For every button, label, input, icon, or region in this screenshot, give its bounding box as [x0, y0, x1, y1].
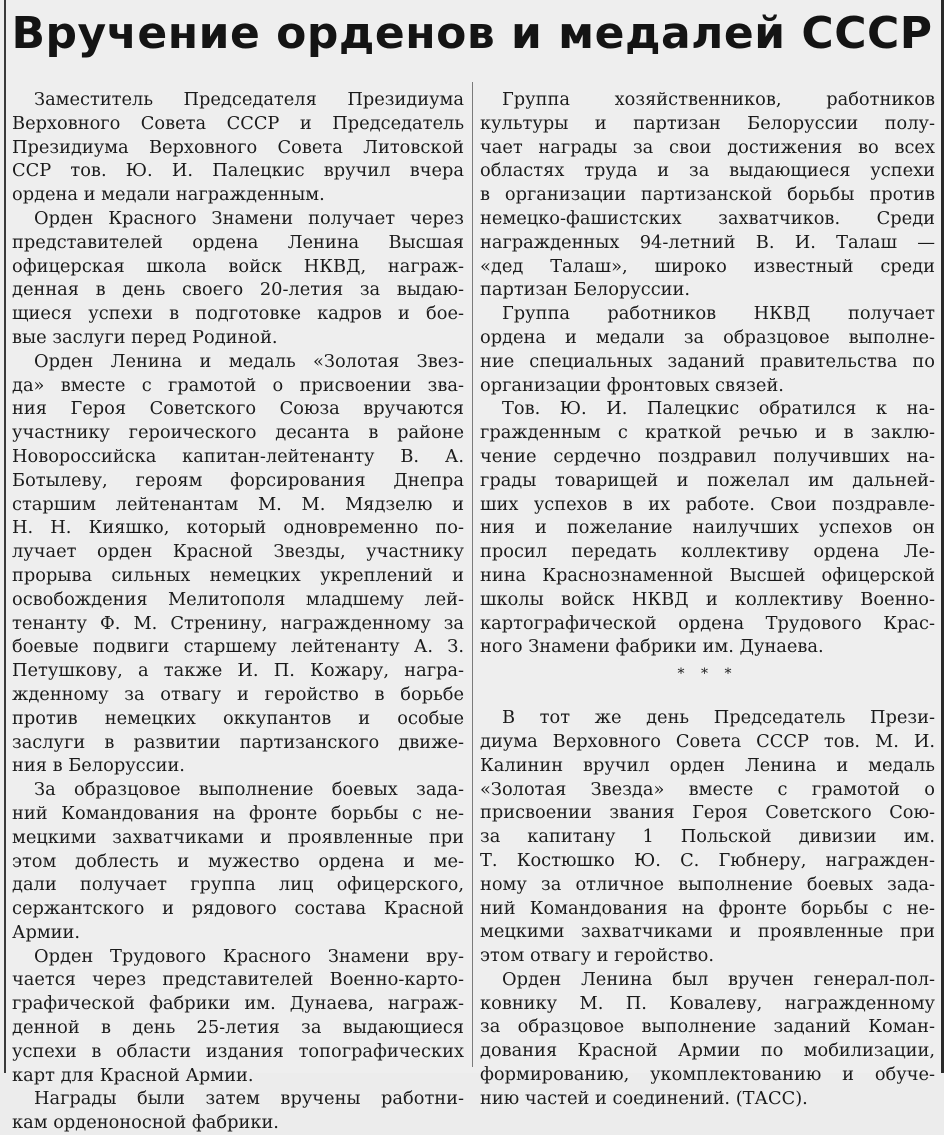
text-line: «Золотая Звезда» вместе с грамотой о [480, 778, 935, 800]
text-line: ний Командования на фронте борьбы с не- [12, 802, 464, 824]
text-line: «дед Талаш», широко известный среди [480, 255, 935, 277]
text-line: диума Верховного Совета СССР тов. М. И. [480, 730, 935, 752]
text-line: нию частей и соединений. (ТАСС). [480, 1087, 808, 1109]
text-line: чает награды за свои достижения во всех [480, 136, 935, 158]
text-line: за образцовое выполнение заданий Коман- [480, 1016, 935, 1038]
text-line: прорыва сильных немецких укреплений и [12, 564, 464, 586]
text-line: ному за отличное выполнение боевых зада- [480, 873, 935, 895]
text-line: ния и пожелание наилучших успехов он [480, 517, 935, 539]
text-line: просил передать коллективу ордена Ле- [480, 541, 935, 563]
text-line: Орден Красного Знамени получает через [34, 207, 464, 229]
text-line: мецкими захватчиками и проявленные при [12, 826, 464, 848]
text-line: графической фабрики им. Дунаева, награж- [12, 993, 464, 1015]
text-line: нина Краснознаменной Высшей офицерской [480, 564, 935, 586]
text-line: Группа работников НКВД получает [502, 303, 935, 325]
text-line: За образцовое выполнение боевых зада- [34, 779, 464, 801]
text-line: Орден Ленина и медаль «Золотая Звез- [34, 350, 464, 372]
text-line: Верховного Совета СССР и Председатель [12, 112, 464, 134]
text-line: заслуги в развитии партизанского движе- [12, 731, 464, 753]
text-line: гражденным с краткой речью и в заклю- [480, 422, 935, 444]
text-line: Тов. Ю. И. Палецкис обратился к на- [502, 398, 935, 420]
text-line: денная в день своего 20-летия за выдаю- [12, 279, 464, 301]
right-column [480, 88, 935, 1111]
text-line: вые заслуги перед Родиной. [12, 326, 278, 348]
text-line: чается через представителей Военно-карто- [12, 969, 464, 991]
text-line: карт для Красной Армии. [12, 1064, 254, 1086]
right-column-bottom [480, 706, 935, 1111]
text-line: жденному за отвагу и геройство в борьбе [12, 683, 464, 705]
right-column-top [480, 88, 935, 659]
text-line: областях труда и за выдающиеся успехи [480, 160, 935, 182]
text-line: Группа хозяйственников, работников [502, 89, 935, 110]
left-column [12, 88, 464, 1135]
text-line: представителей ордена Ленина Высшая [12, 231, 464, 253]
text-line: Новороссийска капитан-лейтенанту В. А. [12, 445, 464, 467]
text-line: ковнику М. П. Ковалеву, награжденному [480, 992, 935, 1014]
text-line: Заместитель Председателя Президиума [34, 89, 464, 110]
text-line: этом отвагу и геройство. [480, 945, 715, 967]
text-line: награжденных 94-летний В. И. Талаш — [480, 231, 935, 253]
text-line: боевые подвиги старшему лейтенанту А. З. [12, 636, 464, 658]
text-line: освобождения Мелитополя младшему лей- [12, 588, 464, 610]
text-line: ССР тов. Ю. И. Палецкис вручил вчера [12, 160, 464, 182]
text-line: лучает орден Красной Звезды, участнику [12, 541, 464, 563]
text-line: сержантского и рядового состава Красной [12, 898, 464, 920]
text-line: культуры и партизан Белоруссии полу- [480, 112, 935, 134]
text-line: ного Знамени фабрики им. Дунаева. [480, 636, 824, 658]
text-line: Орден Ленина был вручен генерал-пол- [502, 968, 935, 990]
text-line: ордена и медали награжденным. [12, 184, 325, 206]
text-line: кам орденоносной фабрики. [12, 1112, 279, 1134]
text-line: в организации партизанской борьбы против [480, 184, 935, 206]
text-line: тенанту Ф. М. Стренину, награжденному за [12, 612, 464, 634]
text-line: Петушкову, а также И. П. Кожару, награ- [12, 660, 464, 682]
text-line: этом доблесть и мужество ордена и ме- [12, 850, 464, 872]
text-line: Президиума Верховного Совета Литовской [12, 136, 464, 158]
text-line: немецко-фашистских захватчиков. Среди [480, 207, 935, 229]
text-line: дования Красной Армии по мобилизации, [480, 1040, 935, 1062]
column-divider [472, 82, 473, 1067]
section-separator-stars: * * * [677, 666, 738, 683]
text-line: за капитану 1 Польской дивизии им. [480, 826, 935, 848]
text-line: В тот же день Председатель Прези- [502, 707, 935, 729]
text-line: Орден Трудового Красного Знамени вру- [34, 945, 464, 967]
text-line: чение сердечно поздравил получивших на- [480, 445, 935, 467]
text-line: ний Командования на фронте борьбы с не- [480, 897, 935, 919]
text-line: Армии. [12, 921, 81, 943]
text-line: организации фронтовых связей. [480, 374, 784, 396]
text-line: Н. Н. Кияшко, который одновременно по- [12, 517, 464, 539]
text-line: ние специальных заданий правительства по [480, 350, 935, 372]
text-line: да» вместе с грамотой о присвоении зва- [12, 374, 464, 396]
text-line: партизан Белоруссии. [480, 279, 691, 301]
left-border-rule [4, 0, 6, 1073]
text-line: офицерская школа войск НКВД, награж- [12, 255, 464, 277]
text-line: школы войск НКВД и коллективу Военно- [480, 588, 935, 610]
text-line: денной в день 25-летия за выдающиеся [12, 1017, 464, 1039]
text-line: против немецких оккупантов и особые [12, 707, 464, 729]
headline: Вручение орденов и медалей СССР [11, 8, 933, 59]
text-line: щиеся успехи в подготовке кадров и бое- [12, 303, 464, 325]
text-line: старшим лейтенантам М. М. Мядзелю и [12, 493, 464, 515]
text-line: ния в Белоруссии. [12, 755, 185, 777]
text-line: грады товарищей и пожелал им дальней- [480, 469, 935, 491]
text-line: участнику героического десанта в районе [12, 422, 464, 444]
text-line: формированию, укомплектованию и обуче- [480, 1064, 935, 1086]
text-line: мецкими захватчиками и проявленные при [480, 921, 935, 943]
text-line: ния Героя Советского Союза вручаются [12, 398, 464, 420]
text-line: ших успехов в их работе. Свои поздравле- [480, 493, 935, 515]
text-line: Т. Костюшко Ю. С. Гюбнеру, награжден- [480, 849, 935, 871]
text-line: дали получает группа лиц офицерского, [12, 874, 464, 896]
text-line: Калинин вручил орден Ленина и медаль [480, 754, 935, 776]
text-line: присвоении звания Героя Советского Сою- [480, 802, 935, 824]
text-line: Ботылеву, героям форсирования Днепра [12, 469, 464, 491]
text-line: Награды были затем вручены работни- [34, 1088, 464, 1110]
text-line: успехи в области издания топографических [12, 1040, 464, 1062]
text-line: ордена и медали за образцовое выполне- [480, 326, 935, 348]
text-line: картографической ордена Трудового Крас- [480, 612, 935, 634]
